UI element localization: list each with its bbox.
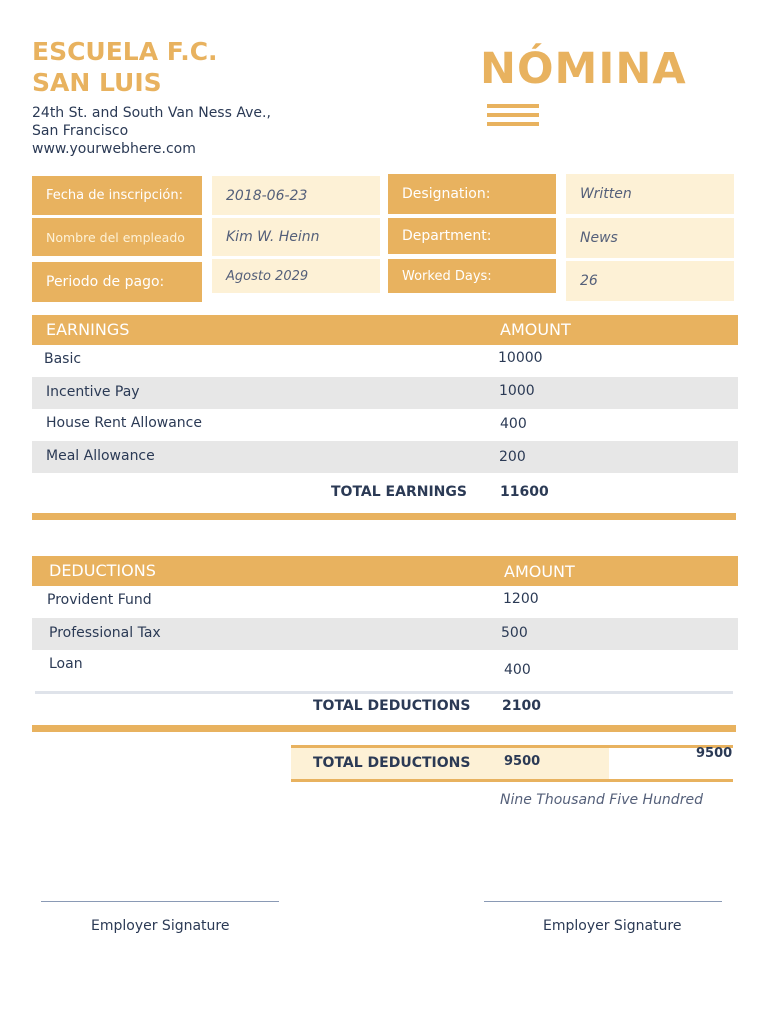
designation-label: Designation:	[388, 174, 556, 214]
section-divider	[32, 725, 736, 732]
earnings-title: EARNINGS	[46, 320, 130, 339]
earning-amount: 400	[500, 416, 527, 432]
signature-label-right: Employer Signature	[543, 918, 682, 934]
website-link[interactable]: www.yourwebhere.com	[32, 141, 196, 157]
enrollment-value: 2018-06-23	[212, 176, 380, 215]
employee-value: Kim W. Heinn	[212, 218, 380, 256]
department-value: News	[566, 218, 734, 258]
deductions-header	[32, 556, 738, 586]
deduction-amount: 1200	[503, 591, 539, 607]
period-label: Periodo de pago:	[32, 262, 202, 302]
section-divider	[32, 513, 736, 520]
deduction-amount: 400	[504, 662, 531, 678]
net-total-value-right: 9500	[696, 746, 733, 761]
deductions-title: DEDUCTIONS	[49, 561, 156, 580]
table-row	[32, 345, 738, 377]
designation-value: Written	[566, 174, 734, 214]
earning-label: Basic	[44, 351, 82, 367]
table-row	[32, 377, 738, 409]
deduction-label: Loan	[49, 656, 83, 672]
menu-lines-icon	[487, 104, 539, 130]
signature-label-left: Employer Signature	[91, 918, 230, 934]
address-line1: 24th St. and South Van Ness Ave.,	[32, 105, 271, 121]
earning-label: House Rent Allowance	[46, 415, 202, 431]
signature-line-right	[484, 901, 722, 902]
earning-amount: 1000	[499, 383, 535, 399]
department-label: Department:	[388, 218, 556, 254]
table-row	[32, 441, 738, 473]
earnings-header	[32, 315, 738, 345]
deduction-label: Provident Fund	[47, 592, 152, 608]
enrollment-label: Fecha de inscripción:	[32, 176, 202, 215]
table-row	[32, 650, 738, 690]
earning-label: Meal Allowance	[46, 448, 155, 464]
row-divider	[35, 691, 733, 694]
total-deductions-value: 2100	[502, 698, 541, 714]
table-row	[32, 618, 738, 650]
net-bottom-border	[291, 779, 733, 782]
net-total-value: 9500	[504, 754, 541, 769]
net-total-box	[291, 748, 609, 779]
company-name-line2: SAN LUIS	[32, 68, 162, 97]
net-total-label: TOTAL DEDUCTIONS	[313, 755, 471, 771]
address-line2: San Francisco	[32, 123, 129, 139]
employee-label: Nombre del empleado	[32, 218, 202, 256]
earning-label: Incentive Pay	[46, 384, 140, 400]
company-name-line1: ESCUELA F.C.	[32, 37, 218, 66]
earning-amount: 10000	[498, 350, 543, 366]
amount-in-words: Nine Thousand Five Hundred	[500, 792, 703, 808]
table-row	[32, 409, 738, 441]
company-address	[32, 104, 271, 158]
deduction-amount: 500	[501, 625, 528, 641]
deductions-amount-header: AMOUNT	[504, 562, 575, 581]
earning-amount: 200	[499, 449, 526, 465]
table-row	[32, 586, 738, 618]
total-deductions-label: TOTAL DEDUCTIONS	[313, 698, 471, 714]
worked-days-label: Worked Days:	[388, 259, 556, 293]
worked-days-value: 26	[566, 261, 734, 301]
document-title: NÓMINA	[480, 44, 687, 94]
total-earnings-value: 11600	[500, 484, 549, 500]
period-value: Agosto 2029	[212, 259, 380, 293]
deduction-label: Professional Tax	[49, 625, 161, 641]
company-name	[32, 36, 218, 98]
total-earnings-label: TOTAL EARNINGS	[331, 484, 467, 500]
earnings-amount-header: AMOUNT	[500, 320, 571, 339]
signature-line-left	[41, 901, 279, 902]
